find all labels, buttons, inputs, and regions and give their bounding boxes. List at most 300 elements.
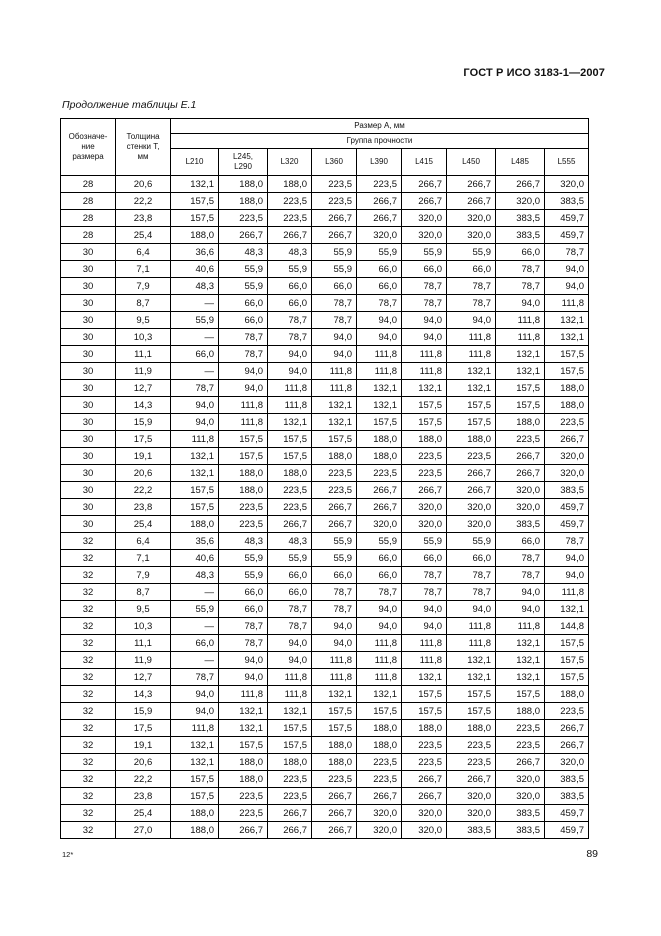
cell-size-value: 66,0 — [402, 550, 447, 567]
cell-wall-thickness: 20,6 — [116, 176, 171, 193]
cell-size-value: 66,0 — [496, 244, 545, 261]
cell-size-value: 157,5 — [357, 414, 402, 431]
cell-size-value: 132,1 — [171, 448, 219, 465]
cell-size-value: 223,5 — [219, 499, 268, 516]
table-row — [61, 261, 589, 278]
cell-size-value: 94,0 — [171, 414, 219, 431]
cell-size-value: 111,8 — [312, 363, 357, 380]
cell-size-value: 111,8 — [171, 431, 219, 448]
cell-size-value: 78,7 — [312, 295, 357, 312]
cell-size-value: 459,7 — [545, 516, 589, 533]
cell-wall-thickness: 22,2 — [116, 482, 171, 499]
cell-size-value: 383,5 — [496, 822, 545, 839]
table-row — [61, 176, 589, 193]
cell-designation: 32 — [61, 550, 116, 567]
cell-size-value: 94,0 — [447, 312, 496, 329]
cell-size-value: 157,5 — [545, 363, 589, 380]
cell-size-value: 78,7 — [219, 618, 268, 635]
table-row — [61, 635, 589, 652]
cell-wall-thickness: 20,6 — [116, 754, 171, 771]
cell-size-value: 157,5 — [447, 686, 496, 703]
cell-size-value: 266,7 — [402, 482, 447, 499]
table-row — [61, 448, 589, 465]
cell-size-value: 223,5 — [545, 703, 589, 720]
cell-size-value: 266,7 — [268, 227, 312, 244]
cell-size-value: 188,0 — [357, 431, 402, 448]
cell-size-value: 111,8 — [312, 380, 357, 397]
cell-designation: 32 — [61, 737, 116, 754]
table-row — [61, 363, 589, 380]
cell-designation: 30 — [61, 278, 116, 295]
cell-size-value: 94,0 — [402, 618, 447, 635]
cell-size-value: 223,5 — [357, 176, 402, 193]
cell-wall-thickness: 17,5 — [116, 431, 171, 448]
cell-size-value: 157,5 — [545, 346, 589, 363]
cell-size-value: 266,7 — [402, 771, 447, 788]
cell-size-value: 94,0 — [268, 346, 312, 363]
cell-designation: 32 — [61, 805, 116, 822]
table-row — [61, 431, 589, 448]
cell-size-value: 266,7 — [545, 737, 589, 754]
cell-wall-thickness: 7,1 — [116, 261, 171, 278]
cell-designation: 30 — [61, 516, 116, 533]
cell-size-value: 66,0 — [268, 278, 312, 295]
cell-wall-thickness: 9,5 — [116, 601, 171, 618]
cell-size-value: 55,9 — [312, 533, 357, 550]
table-caption: Продолжение таблицы Е.1 — [62, 99, 197, 111]
cell-wall-thickness: 12,7 — [116, 669, 171, 686]
cell-size-value: 157,5 — [171, 210, 219, 227]
cell-size-value: 132,1 — [171, 465, 219, 482]
cell-size-value: 320,0 — [496, 499, 545, 516]
cell-designation: 30 — [61, 295, 116, 312]
cell-size-value: 188,0 — [402, 720, 447, 737]
cell-size-value: 320,0 — [496, 193, 545, 210]
cell-size-value: 111,8 — [357, 363, 402, 380]
cell-size-value: 266,7 — [312, 227, 357, 244]
cell-designation: 28 — [61, 193, 116, 210]
cell-size-value: 40,6 — [171, 550, 219, 567]
header-strength-group: Группа прочности — [171, 134, 589, 149]
cell-size-value: 94,0 — [312, 618, 357, 635]
cell-size-value: 266,7 — [402, 176, 447, 193]
cell-designation: 32 — [61, 703, 116, 720]
cell-wall-thickness: 9,5 — [116, 312, 171, 329]
cell-wall-thickness: 7,1 — [116, 550, 171, 567]
cell-size-value: 266,7 — [312, 788, 357, 805]
cell-size-value: 188,0 — [268, 754, 312, 771]
cell-size-value: 66,0 — [312, 278, 357, 295]
cell-size-value: 111,8 — [496, 312, 545, 329]
cell-size-value: 383,5 — [496, 516, 545, 533]
cell-size-value: 320,0 — [447, 499, 496, 516]
cell-size-value: 78,7 — [496, 261, 545, 278]
cell-size-value: 94,0 — [357, 618, 402, 635]
cell-wall-thickness: 11,9 — [116, 363, 171, 380]
cell-size-value: — — [171, 363, 219, 380]
cell-size-value: — — [171, 584, 219, 601]
cell-size-value: 383,5 — [545, 482, 589, 499]
cell-size-value: 111,8 — [357, 652, 402, 669]
cell-size-value: 157,5 — [171, 193, 219, 210]
cell-size-value: 223,5 — [268, 771, 312, 788]
table-row — [61, 278, 589, 295]
table-row — [61, 346, 589, 363]
cell-size-value: 111,8 — [171, 720, 219, 737]
cell-size-value: 94,0 — [268, 635, 312, 652]
cell-wall-thickness: 14,3 — [116, 686, 171, 703]
cell-size-value: 223,5 — [219, 210, 268, 227]
cell-size-value: 223,5 — [268, 210, 312, 227]
cell-size-value: 111,8 — [545, 295, 589, 312]
cell-designation: 30 — [61, 363, 116, 380]
cell-designation: 32 — [61, 584, 116, 601]
cell-size-value: 35,6 — [171, 533, 219, 550]
cell-size-value: 157,5 — [447, 703, 496, 720]
cell-size-value: 132,1 — [312, 686, 357, 703]
cell-size-value: 78,7 — [312, 601, 357, 618]
cell-size-value: 188,0 — [545, 397, 589, 414]
cell-size-value: 266,7 — [447, 465, 496, 482]
cell-size-value: 94,0 — [312, 346, 357, 363]
cell-size-value: 66,0 — [357, 567, 402, 584]
cell-size-value: 223,5 — [312, 771, 357, 788]
cell-size-value: 94,0 — [312, 329, 357, 346]
cell-size-value: 66,0 — [496, 533, 545, 550]
cell-size-value: 223,5 — [312, 176, 357, 193]
cell-size-value: 320,0 — [402, 499, 447, 516]
cell-size-value: 188,0 — [268, 465, 312, 482]
cell-size-value: 266,7 — [312, 516, 357, 533]
table-row — [61, 822, 589, 839]
cell-size-value: 223,5 — [268, 499, 312, 516]
cell-size-value: 66,0 — [447, 261, 496, 278]
cell-size-value: 78,7 — [402, 295, 447, 312]
cell-size-value: 157,5 — [402, 397, 447, 414]
cell-size-value: 111,8 — [447, 329, 496, 346]
cell-size-value: 320,0 — [402, 822, 447, 839]
cell-designation: 32 — [61, 788, 116, 805]
cell-size-value: 55,9 — [312, 550, 357, 567]
table-row — [61, 584, 589, 601]
table-row — [61, 312, 589, 329]
cell-size-value: 157,5 — [312, 703, 357, 720]
cell-size-value: 78,7 — [402, 584, 447, 601]
cell-size-value: 320,0 — [357, 227, 402, 244]
cell-wall-thickness: 23,8 — [116, 499, 171, 516]
cell-designation: 30 — [61, 397, 116, 414]
cell-designation: 28 — [61, 227, 116, 244]
cell-size-value: 55,9 — [219, 278, 268, 295]
cell-size-value: 157,5 — [219, 431, 268, 448]
cell-size-value: 132,1 — [496, 346, 545, 363]
cell-size-value: 383,5 — [545, 771, 589, 788]
cell-size-value: 132,1 — [312, 414, 357, 431]
cell-size-value: 459,7 — [545, 210, 589, 227]
cell-size-value: 266,7 — [357, 499, 402, 516]
cell-wall-thickness: 11,1 — [116, 346, 171, 363]
table-row — [61, 703, 589, 720]
dimensions-table — [60, 118, 589, 839]
cell-size-value: 383,5 — [545, 193, 589, 210]
cell-size-value: 188,0 — [171, 227, 219, 244]
cell-size-value: 223,5 — [312, 482, 357, 499]
cell-wall-thickness: 25,4 — [116, 227, 171, 244]
header-wall-thickness — [116, 119, 171, 176]
cell-size-value: 66,0 — [219, 312, 268, 329]
cell-size-value: 188,0 — [496, 703, 545, 720]
cell-size-value: 66,0 — [268, 295, 312, 312]
cell-size-value: 111,8 — [312, 652, 357, 669]
table-row — [61, 227, 589, 244]
cell-size-value: 111,8 — [357, 635, 402, 652]
header-size: Размер A, мм — [171, 119, 589, 134]
cell-size-value: 132,1 — [447, 363, 496, 380]
cell-size-value: 66,0 — [219, 295, 268, 312]
cell-size-value: 223,5 — [312, 465, 357, 482]
cell-size-value: 320,0 — [357, 822, 402, 839]
table-row — [61, 499, 589, 516]
cell-size-value: 320,0 — [496, 771, 545, 788]
cell-size-value: 266,7 — [447, 176, 496, 193]
cell-size-value: 157,5 — [545, 635, 589, 652]
cell-size-value: 132,1 — [545, 601, 589, 618]
cell-size-value: 266,7 — [312, 822, 357, 839]
cell-designation: 32 — [61, 533, 116, 550]
cell-wall-thickness: 11,1 — [116, 635, 171, 652]
cell-size-value: 266,7 — [496, 176, 545, 193]
cell-size-value: 132,1 — [268, 414, 312, 431]
table-row — [61, 737, 589, 754]
cell-size-value: 320,0 — [402, 805, 447, 822]
cell-size-value: 111,8 — [219, 397, 268, 414]
header-designation-line: Обозначе- — [68, 132, 108, 141]
cell-size-value: 78,7 — [171, 380, 219, 397]
cell-size-value: 111,8 — [402, 652, 447, 669]
cell-size-value: 132,1 — [171, 754, 219, 771]
cell-size-value: 111,8 — [219, 414, 268, 431]
cell-size-value: 78,7 — [312, 312, 357, 329]
table-row — [61, 193, 589, 210]
cell-size-value: 266,7 — [219, 227, 268, 244]
cell-size-value: 94,0 — [545, 261, 589, 278]
cell-wall-thickness: 25,4 — [116, 805, 171, 822]
cell-size-value: 48,3 — [219, 244, 268, 261]
cell-size-value: 266,7 — [357, 482, 402, 499]
cell-size-value: 383,5 — [447, 822, 496, 839]
table-row — [61, 550, 589, 567]
cell-size-value: 223,5 — [219, 805, 268, 822]
cell-wall-thickness: 22,2 — [116, 771, 171, 788]
cell-size-value: 132,1 — [171, 737, 219, 754]
cell-size-value: 94,0 — [219, 652, 268, 669]
cell-size-value: 223,5 — [402, 465, 447, 482]
cell-size-value: 94,0 — [171, 686, 219, 703]
cell-size-value: 223,5 — [357, 771, 402, 788]
cell-size-value: 266,7 — [545, 431, 589, 448]
cell-designation: 32 — [61, 601, 116, 618]
cell-size-value: 111,8 — [496, 329, 545, 346]
cell-wall-thickness: 10,3 — [116, 618, 171, 635]
cell-size-value: 78,7 — [447, 295, 496, 312]
cell-size-value: 188,0 — [357, 448, 402, 465]
cell-size-value: 188,0 — [312, 448, 357, 465]
cell-size-value: 223,5 — [496, 431, 545, 448]
cell-size-value: 223,5 — [496, 737, 545, 754]
cell-size-value: 266,7 — [268, 822, 312, 839]
cell-size-value: 157,5 — [447, 397, 496, 414]
cell-size-value: 111,8 — [402, 635, 447, 652]
cell-size-value: 266,7 — [357, 788, 402, 805]
cell-size-value: 157,5 — [171, 771, 219, 788]
cell-size-value: 157,5 — [171, 482, 219, 499]
cell-size-value: 157,5 — [496, 380, 545, 397]
cell-size-value: 188,0 — [219, 176, 268, 193]
cell-size-value: 157,5 — [447, 414, 496, 431]
cell-size-value: 94,0 — [402, 329, 447, 346]
cell-size-value: 132,1 — [171, 176, 219, 193]
cell-size-value: 223,5 — [357, 754, 402, 771]
cell-size-value: 78,7 — [268, 329, 312, 346]
cell-size-value: 55,9 — [219, 550, 268, 567]
cell-size-value: 188,0 — [171, 516, 219, 533]
cell-size-value: 66,0 — [219, 584, 268, 601]
cell-size-value: 78,7 — [357, 584, 402, 601]
cell-wall-thickness: 11,9 — [116, 652, 171, 669]
header-grade: L360 — [312, 149, 357, 176]
cell-size-value: 188,0 — [357, 737, 402, 754]
cell-size-value: 157,5 — [402, 686, 447, 703]
cell-size-value: 157,5 — [219, 448, 268, 465]
cell-size-value: 157,5 — [171, 499, 219, 516]
cell-designation: 30 — [61, 448, 116, 465]
cell-size-value: 94,0 — [219, 380, 268, 397]
cell-size-value: 78,7 — [402, 278, 447, 295]
cell-size-value: 78,7 — [268, 312, 312, 329]
cell-designation: 30 — [61, 244, 116, 261]
cell-size-value: 188,0 — [219, 193, 268, 210]
cell-size-value: 266,7 — [496, 448, 545, 465]
cell-size-value: 188,0 — [447, 431, 496, 448]
table-row — [61, 482, 589, 499]
header-designation-line: ние — [81, 142, 95, 151]
cell-size-value: 55,9 — [357, 533, 402, 550]
table-row — [61, 601, 589, 618]
cell-size-value: 36,6 — [171, 244, 219, 261]
cell-size-value: 111,8 — [545, 584, 589, 601]
cell-wall-thickness: 17,5 — [116, 720, 171, 737]
cell-size-value: 223,5 — [312, 193, 357, 210]
cell-size-value: 157,5 — [171, 788, 219, 805]
cell-size-value: 188,0 — [402, 431, 447, 448]
cell-size-value: 157,5 — [545, 669, 589, 686]
header-grade: L485 — [496, 149, 545, 176]
cell-designation: 32 — [61, 652, 116, 669]
table-row — [61, 669, 589, 686]
cell-size-value: 383,5 — [496, 210, 545, 227]
cell-wall-thickness: 20,6 — [116, 465, 171, 482]
header-grade: L415 — [402, 149, 447, 176]
cell-size-value: 320,0 — [447, 805, 496, 822]
cell-size-value: 383,5 — [545, 788, 589, 805]
cell-size-value: 55,9 — [268, 261, 312, 278]
table-row — [61, 567, 589, 584]
cell-size-value: 266,7 — [496, 465, 545, 482]
table-row — [61, 533, 589, 550]
cell-size-value: 157,5 — [268, 448, 312, 465]
cell-designation: 32 — [61, 635, 116, 652]
cell-size-value: 78,7 — [171, 669, 219, 686]
cell-designation: 30 — [61, 414, 116, 431]
header-grade: L390 — [357, 149, 402, 176]
cell-size-value: 188,0 — [357, 720, 402, 737]
header-grade: L450 — [447, 149, 496, 176]
cell-size-value: 78,7 — [496, 278, 545, 295]
page-number: 89 — [586, 848, 598, 860]
cell-size-value: 320,0 — [357, 805, 402, 822]
cell-designation: 32 — [61, 822, 116, 839]
cell-size-value: 157,5 — [312, 720, 357, 737]
cell-size-value: 94,0 — [402, 312, 447, 329]
cell-size-value: 40,6 — [171, 261, 219, 278]
cell-size-value: 111,8 — [219, 686, 268, 703]
table-row — [61, 618, 589, 635]
cell-size-value: 48,3 — [219, 533, 268, 550]
cell-size-value: 132,1 — [268, 703, 312, 720]
cell-wall-thickness: 23,8 — [116, 210, 171, 227]
cell-size-value: 111,8 — [268, 686, 312, 703]
cell-size-value: 111,8 — [447, 346, 496, 363]
cell-designation: 30 — [61, 329, 116, 346]
cell-size-value: — — [171, 295, 219, 312]
cell-size-value: 459,7 — [545, 227, 589, 244]
cell-size-value: 188,0 — [447, 720, 496, 737]
cell-designation: 30 — [61, 499, 116, 516]
cell-size-value: 132,1 — [312, 397, 357, 414]
cell-size-value: 78,7 — [219, 635, 268, 652]
cell-size-value: 78,7 — [219, 346, 268, 363]
cell-size-value: 188,0 — [219, 754, 268, 771]
cell-size-value: 223,5 — [402, 737, 447, 754]
header-designation — [61, 119, 116, 176]
cell-wall-thickness: 8,7 — [116, 295, 171, 312]
cell-size-value: 111,8 — [312, 669, 357, 686]
table-row — [61, 465, 589, 482]
cell-size-value: 266,7 — [268, 516, 312, 533]
cell-size-value: 188,0 — [496, 414, 545, 431]
cell-wall-thickness: 7,9 — [116, 278, 171, 295]
cell-wall-thickness: 8,7 — [116, 584, 171, 601]
header-thickness-line: мм — [137, 152, 149, 161]
cell-size-value: 66,0 — [171, 635, 219, 652]
cell-size-value: 320,0 — [447, 227, 496, 244]
cell-size-value: 266,7 — [357, 193, 402, 210]
cell-size-value: 78,7 — [496, 550, 545, 567]
cell-size-value: 66,0 — [357, 550, 402, 567]
cell-size-value: 94,0 — [268, 363, 312, 380]
cell-size-value: 132,1 — [357, 397, 402, 414]
cell-size-value: 66,0 — [357, 278, 402, 295]
cell-wall-thickness: 15,9 — [116, 414, 171, 431]
cell-designation: 28 — [61, 210, 116, 227]
cell-size-value: 383,5 — [496, 227, 545, 244]
cell-size-value: 266,7 — [402, 788, 447, 805]
cell-size-value: 111,8 — [402, 363, 447, 380]
cell-wall-thickness: 15,9 — [116, 703, 171, 720]
cell-size-value: 78,7 — [268, 601, 312, 618]
cell-size-value: 94,0 — [402, 601, 447, 618]
table-row — [61, 805, 589, 822]
